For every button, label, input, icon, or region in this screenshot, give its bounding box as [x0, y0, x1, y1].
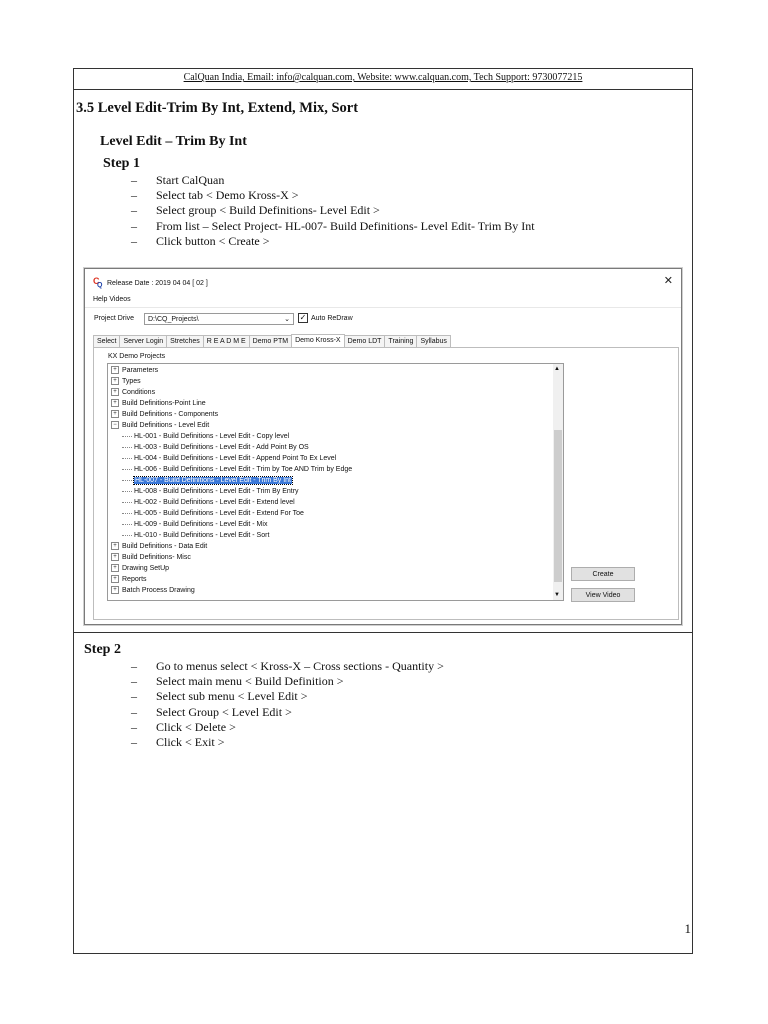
list-item: – Select tab < Demo Kross-X > — [131, 188, 299, 203]
tree-group[interactable]: + Drawing SetUp — [111, 564, 169, 574]
tree-item[interactable]: HL-004 - Build Definitions - Level Edit - Append Point To Ex Level — [122, 454, 336, 464]
tree-group[interactable]: + Parameters — [111, 366, 158, 376]
view-video-button[interactable]: View Video — [571, 588, 635, 602]
tree-label: KX Demo Projects — [108, 353, 166, 360]
tab-strip — [93, 335, 450, 347]
plus-icon[interactable]: + — [111, 575, 119, 583]
plus-icon[interactable]: + — [111, 366, 119, 374]
tab-demo-ldt[interactable]: Demo LDT — [344, 335, 386, 347]
list-item: – Click < Exit > — [131, 734, 225, 749]
project-drive-value: D:\CQ_Projects\ — [148, 315, 199, 323]
scrollbar-thumb[interactable] — [554, 430, 562, 582]
list-item: – Click < Delete > — [131, 719, 236, 734]
scroll-down-icon[interactable]: ▼ — [554, 592, 560, 598]
project-drive-label: Project Drive — [94, 315, 135, 322]
step1-title: Step 1 — [103, 156, 140, 171]
list-item: – Select group < Build Definitions- Level Edit > — [131, 203, 380, 218]
step1-list — [131, 173, 535, 249]
tab-training[interactable]: Training — [384, 335, 417, 347]
list-item: – Start CalQuan — [131, 173, 225, 187]
chevron-down-icon: ⌄ — [284, 316, 290, 323]
list-item: – From list – Select Project- HL-007- Build Definitions- Level Edit- Trim By Int — [131, 218, 535, 233]
menu-help-videos[interactable]: Help Videos — [93, 296, 131, 303]
tree-item[interactable]: HL-003 - Build Definitions - Level Edit - Add Point By OS — [122, 443, 309, 453]
tree-item-selected[interactable]: HL-007 - Build Definitions - Level Edit - Trim By Int — [122, 476, 292, 486]
tab-server-login[interactable]: Server Login — [119, 335, 167, 347]
app-window-screenshot — [84, 268, 682, 625]
header-divider — [74, 89, 692, 90]
auto-redraw-checkbox[interactable] — [298, 313, 353, 323]
plus-icon[interactable]: + — [111, 553, 119, 561]
auto-redraw-label: Auto ReDraw — [311, 314, 353, 322]
close-icon[interactable]: ✕ — [663, 275, 673, 287]
document-page — [73, 68, 693, 954]
checkbox-checked-icon: ✓ — [299, 313, 307, 322]
section-title: 3.5 Level Edit-Trim By Int, Extend, Mix, Sort — [76, 100, 359, 116]
tree-group[interactable]: + Build Definitions-Point Line — [111, 399, 206, 409]
plus-icon[interactable]: + — [111, 586, 119, 594]
tree-group[interactable]: + Batch Process Drawing — [111, 586, 195, 596]
tree-group[interactable]: + Build Definitions- Misc — [111, 553, 191, 563]
tree-group[interactable]: + Types — [111, 377, 141, 387]
tree-group[interactable]: + Conditions — [111, 388, 155, 398]
minus-icon[interactable]: − — [111, 421, 119, 429]
tab-demo-kross-x[interactable]: Demo Kross-X — [291, 334, 345, 348]
tree-item[interactable]: HL-010 - Build Definitions - Level Edit - Sort — [122, 531, 269, 541]
tree-item[interactable]: HL-002 - Build Definitions - Level Edit - Extend level — [122, 498, 295, 508]
project-tree[interactable] — [107, 363, 564, 601]
tab-demo-ptm[interactable]: Demo PTM — [249, 335, 292, 347]
plus-icon[interactable]: + — [111, 542, 119, 550]
tree-group[interactable]: + Build Definitions - Components — [111, 410, 218, 420]
window-titlebar — [93, 276, 208, 290]
tab-stretches[interactable]: Stretches — [166, 335, 204, 347]
page-number: 1 — [684, 921, 691, 936]
subsection-title: Level Edit – Trim By Int — [100, 134, 247, 149]
tree-item[interactable]: HL-001 - Build Definitions - Level Edit - Copy level — [122, 432, 289, 442]
plus-icon[interactable]: + — [111, 399, 119, 407]
project-drive-select[interactable] — [144, 313, 294, 325]
tree-group-open[interactable]: − Build Definitions - Level Edit — [111, 421, 209, 431]
plus-icon[interactable]: + — [111, 564, 119, 572]
plus-icon[interactable]: + — [111, 377, 119, 385]
create-button[interactable]: Create — [571, 567, 635, 581]
tree-item[interactable]: HL-005 - Build Definitions - Level Edit - Extend For Toe — [122, 509, 304, 519]
menu-divider — [85, 307, 681, 308]
tree-item[interactable]: HL-006 - Build Definitions - Level Edit - Trim by Toe AND Trim by Edge — [122, 465, 352, 475]
plus-icon[interactable]: + — [111, 410, 119, 418]
calquan-cq-icon: C Q — [93, 276, 103, 289]
step2-title: Step 2 — [84, 642, 121, 657]
tree-group[interactable]: + Reports — [111, 575, 147, 585]
list-item: – Click button < Create > — [131, 233, 270, 248]
tree-group[interactable]: + Build Definitions - Data Edit — [111, 542, 207, 552]
tab-syllabus[interactable]: Syllabus — [416, 335, 450, 347]
tree-scrollbar[interactable] — [553, 364, 563, 600]
tree-item[interactable]: HL-009 - Build Definitions - Level Edit - Mix — [122, 520, 267, 530]
tab-select[interactable]: Select — [93, 335, 120, 347]
scroll-up-icon[interactable]: ▲ — [554, 366, 560, 372]
plus-icon[interactable]: + — [111, 388, 119, 396]
page-header: CalQuan India, Email: info@calquan.com, Website: www.calquan.com, Tech Support: 9730077215 — [183, 72, 583, 83]
list-item: – Select sub menu < Level Edit > — [131, 689, 308, 704]
tab-read-me[interactable]: R E A D M E — [203, 335, 250, 347]
list-item: – Go to menus select < Kross-X – Cross sections - Quantity > — [131, 659, 444, 673]
tree-item[interactable]: HL-008 - Build Definitions - Level Edit - Trim By Entry — [122, 487, 299, 497]
step2-list — [131, 659, 444, 750]
list-item: – Select Group < Level Edit > — [131, 704, 292, 719]
window-title: Release Date : 2019 04 04 [ 02 ] — [107, 279, 208, 287]
list-item: – Select main menu < Build Definition > — [131, 674, 344, 689]
section-divider — [74, 632, 692, 633]
